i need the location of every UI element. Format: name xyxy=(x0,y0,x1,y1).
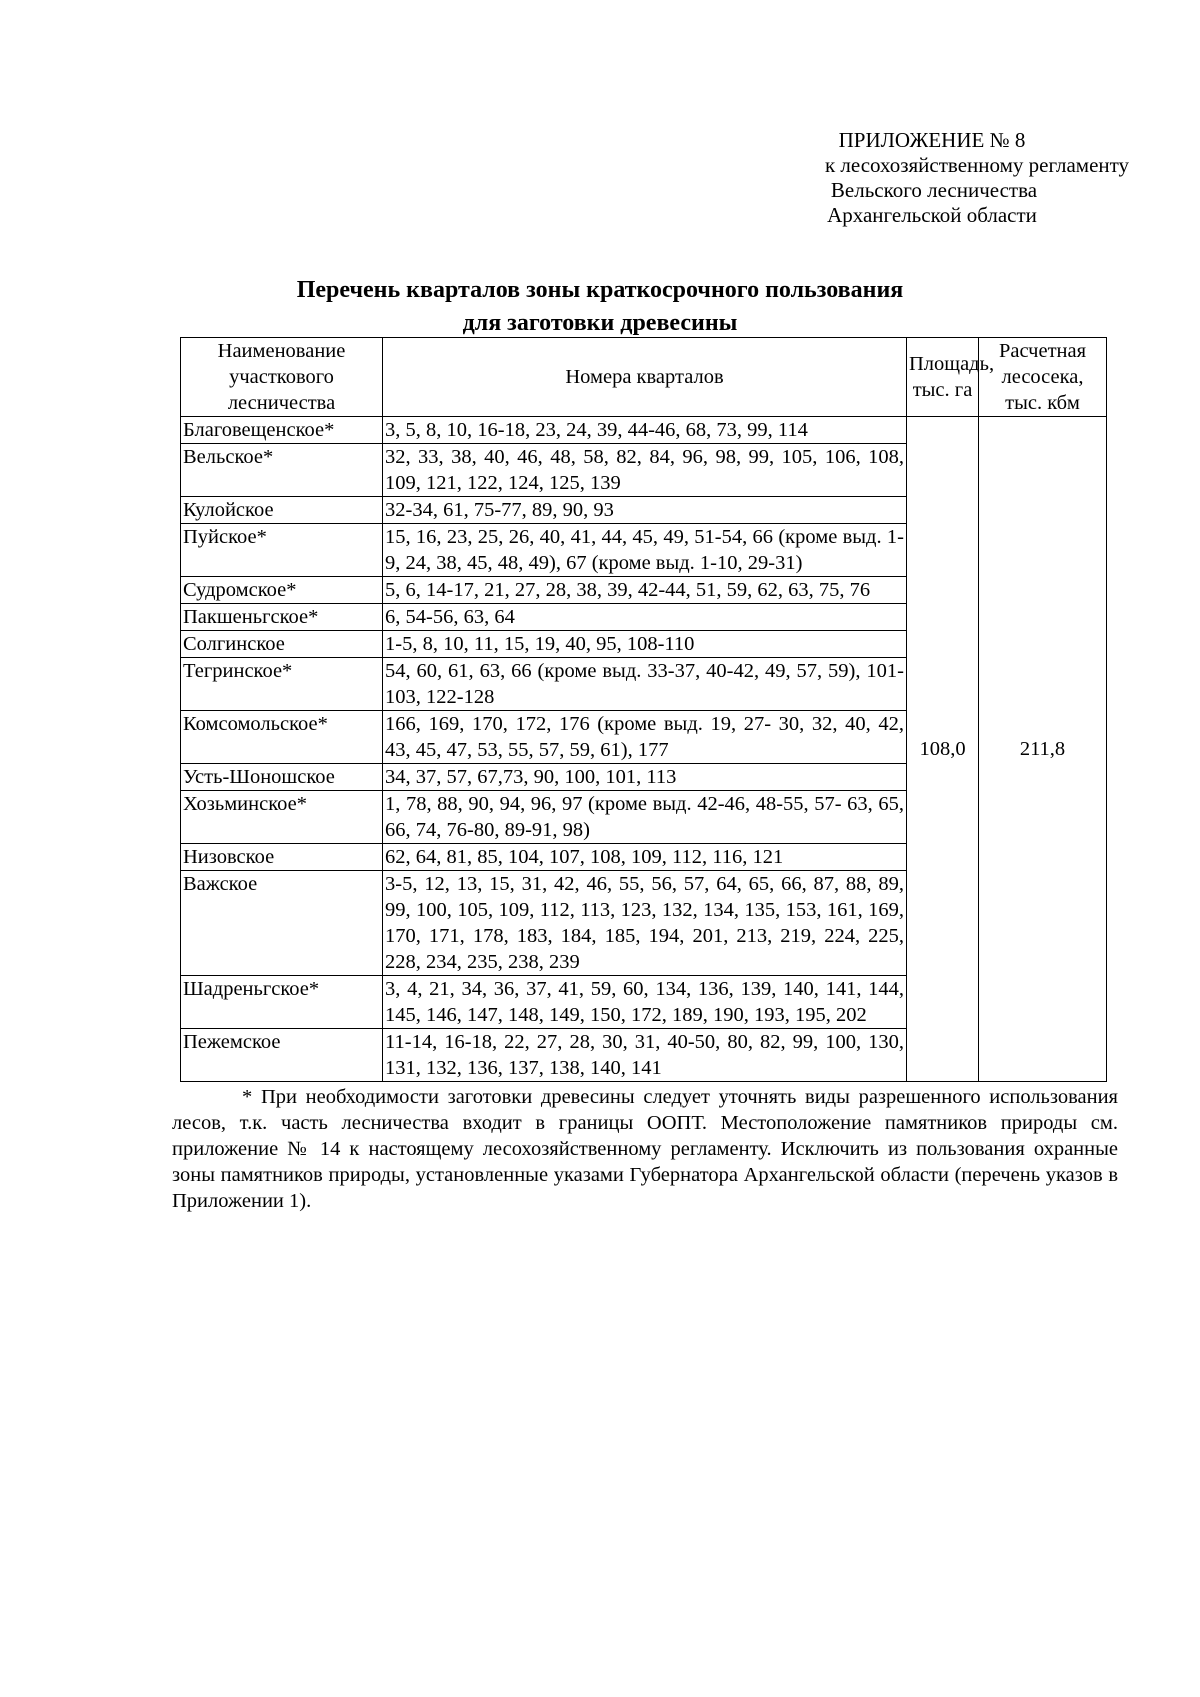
table-row xyxy=(181,417,1107,444)
quarter-numbers-cell: 6, 54-56, 63, 64 xyxy=(383,604,907,631)
quarter-numbers-cell: 166, 169, 170, 172, 176 (кроме выд. 19, 27- 30, 32, 40, 42, 43, 45, 47, 53, 55, 57, 59, 61), 177 xyxy=(383,711,907,764)
quarter-numbers-cell: 32, 33, 38, 40, 46, 48, 58, 82, 84, 96, 98, 99, 105, 106, 108, 109, 121, 122, 124, 125, 139 xyxy=(383,444,907,497)
forestry-name-cell: Важское xyxy=(181,871,383,976)
quarter-numbers-cell: 1, 78, 88, 90, 94, 96, 97 (кроме выд. 42-46, 48-55, 57- 63, 65, 66, 74, 76-80, 89-91, 98) xyxy=(383,791,907,844)
allowable-cut-value-cell: 211,8 xyxy=(979,417,1107,1082)
forestry-name-cell: Тегринское* xyxy=(181,658,383,711)
area-value-cell: 108,0 xyxy=(907,417,979,1082)
quarter-numbers-cell: 3, 4, 21, 34, 36, 37, 41, 59, 60, 134, 136, 139, 140, 141, 144, 145, 146, 147, 148, 149, 150, 172, 189, 190, 193, 195, 202 xyxy=(383,976,907,1029)
quarter-numbers-cell: 11-14, 16-18, 22, 27, 28, 30, 31, 40-50, 80, 82, 99, 100, 130, 131, 132, 136, 137, 138, 140, 141 xyxy=(383,1029,907,1082)
quarter-numbers-cell: 3-5, 12, 13, 15, 31, 42, 46, 55, 56, 57, 64, 65, 66, 87, 88, 89, 99, 100, 105, 109, 112, 113, 123, 132, 134, 135, 153, 161, 169, 170, 171, 178, 183, 184, 185, 194, 201, 213, 219, 224, 225, 228, 234, 235, 238, 239 xyxy=(383,871,907,976)
forestry-name-cell: Низовское xyxy=(181,844,383,871)
header-area: Площадь, тыс. га xyxy=(907,338,979,417)
forestry-name-cell: Хозьминское* xyxy=(181,791,383,844)
quarter-numbers-cell: 62, 64, 81, 85, 104, 107, 108, 109, 112, 116, 121 xyxy=(383,844,907,871)
appendix-header xyxy=(740,128,1140,228)
forestry-name-cell: Пуйское* xyxy=(181,524,383,577)
table-header-row xyxy=(181,338,1107,417)
appendix-reference: к лесохозяйственному регламенту xyxy=(824,153,1130,177)
quarter-numbers-cell: 15, 16, 23, 25, 26, 40, 41, 44, 45, 49, 51-54, 66 (кроме выд. 1-9, 24, 38, 45, 48, 49), 67 (кроме выд. 1-10, 29-31) xyxy=(383,524,907,577)
table-body xyxy=(181,417,1107,1082)
header-allowable-cut: Расчетная лесосека, тыс. кбм xyxy=(979,338,1107,417)
header-quarter-numbers: Номера кварталов xyxy=(383,338,907,417)
forestry-name-cell: Пакшеньгское* xyxy=(181,604,383,631)
title-line-1: Перечень кварталов зоны краткосрочного пользования xyxy=(296,277,904,303)
forestry-name-cell: Комсомольское* xyxy=(181,711,383,764)
forestry-name-cell: Благовещенское* xyxy=(181,417,383,444)
appendix-number: ПРИЛОЖЕНИЕ № 8 xyxy=(838,128,1026,152)
quarters-table xyxy=(180,337,1107,1082)
forestry-name-cell: Пежемское xyxy=(181,1029,383,1082)
quarter-numbers-cell: 32-34, 61, 75-77, 89, 90, 93 xyxy=(383,497,907,524)
footnote: * При необходимости заготовки древесины следует уточнять виды разрешенного использования лесов, т.к. часть лесничества входит в границы ООПТ. Местоположение памятников природы см. приложение № 14 к настоящему лесохозяйственному регламенту. Исключить из пользования охранные зоны памятников природы, установленные указами Губернатора Архангельской области (перечень указов в Приложении 1). xyxy=(172,1086,1118,1212)
title-line-2: для заготовки древесины xyxy=(462,310,738,336)
forestry-name-cell: Шадреньгское* xyxy=(181,976,383,1029)
header-forestry-name: Наименование участкового лесничества xyxy=(181,338,383,417)
forestry-name-cell: Вельское* xyxy=(181,444,383,497)
forestry-name-cell: Усть-Шоношское xyxy=(181,764,383,791)
quarter-numbers-cell: 1-5, 8, 10, 11, 15, 19, 40, 95, 108-110 xyxy=(383,631,907,658)
quarter-numbers-cell: 3, 5, 8, 10, 16-18, 23, 24, 39, 44-46, 68, 73, 99, 114 xyxy=(383,417,907,444)
quarter-numbers-cell: 5, 6, 14-17, 21, 27, 28, 38, 39, 42-44, 51, 59, 62, 63, 75, 76 xyxy=(383,577,907,604)
forestry-name-cell: Солгинское xyxy=(181,631,383,658)
forestry-name-cell: Кулойское xyxy=(181,497,383,524)
quarter-numbers-cell: 54, 60, 61, 63, 66 (кроме выд. 33-37, 40-42, 49, 57, 59), 101-103, 122-128 xyxy=(383,658,907,711)
appendix-region: Архангельской области xyxy=(827,203,1037,227)
appendix-forestry: Вельского лесничества xyxy=(830,178,1038,202)
document-title xyxy=(180,274,1020,340)
forestry-name-cell: Судромское* xyxy=(181,577,383,604)
quarter-numbers-cell: 34, 37, 57, 67,73, 90, 100, 101, 113 xyxy=(383,764,907,791)
